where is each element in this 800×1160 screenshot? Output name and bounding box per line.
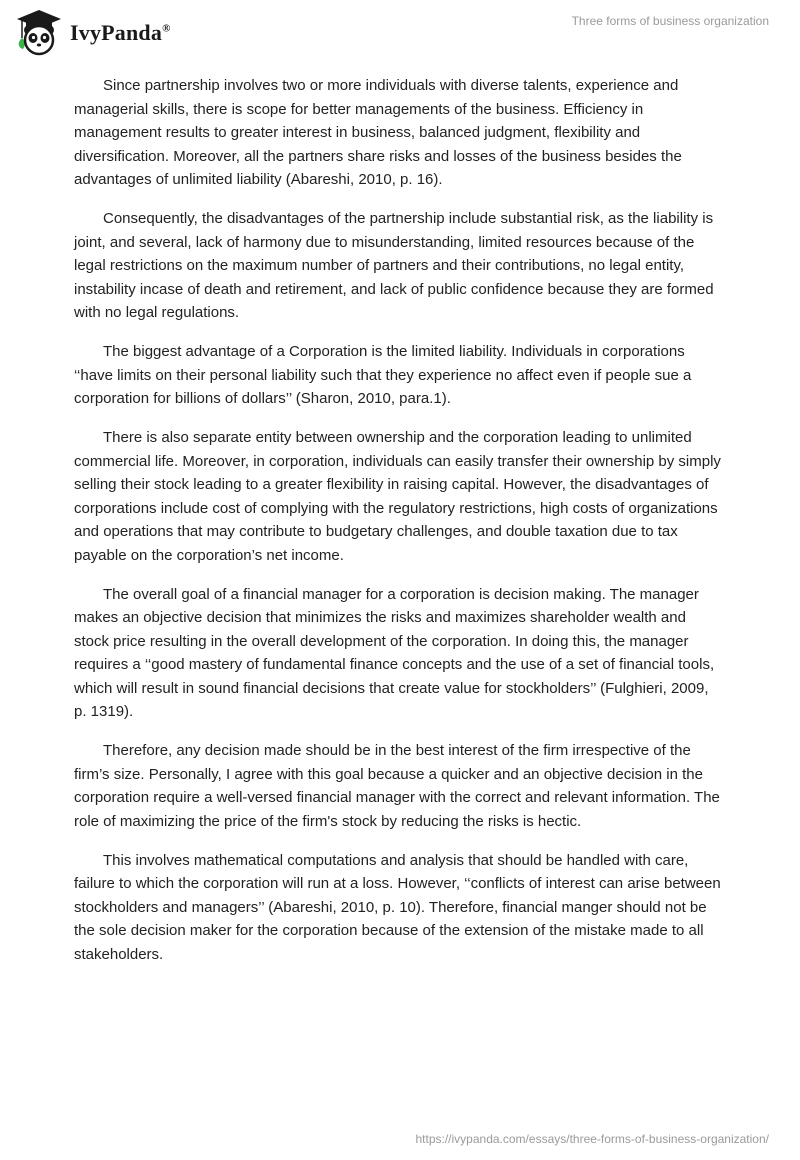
document-title: Three forms of business organization	[571, 14, 769, 28]
paragraph: This involves mathematical computations and analysis that should be handled with care, failure to which the corporation will run at a loss. However, ‘‘conflicts of interest can arise between stockholders and managers’’ (Abareshi, 2010, p. 10). Therefore, financial manger should not be the sole decision maker for the corporation because of the extension of the mistake made to all stakeholders.	[74, 851, 721, 963]
paragraph: There is also separate entity between ownership and the corporation leading to unlimited commercial life. Moreover, in corporation, individuals can easily transfer their ownership by simply selling their stock leading to a greater flexibility in raising capital. However, the disadvantages of corporations include cost of complying with the regulatory restrictions, high costs of organizations and operations that may contribute to budgetary challenges, and double taxation due to tax payable on the corporation’s net income.	[74, 429, 721, 564]
source-url[interactable]: https://ivypanda.com/essays/three-forms-of-business-organization/	[415, 1132, 769, 1146]
essay-body	[74, 74, 724, 982]
paragraph: Therefore, any decision made should be in the best interest of the firm irrespective of the firm’s size. Personally, I agree with this goal because a quicker and an objective decision in the corporation require a well-versed financial manager with the correct and relevant information. The role of maximizing the price of the firm's stock by reducing the risks is hectic.	[74, 742, 720, 830]
panda-graduate-icon	[14, 8, 64, 58]
paragraph: Since partnership involves two or more individuals with diverse talents, experience and managerial skills, there is scope for better managements of the business. Efficiency in management results to greater interest in business, balanced judgment, flexibility and diversification. Moreover, all the partners share risks and losses of the business besides the advantages of unlimited liability (Abareshi, 2010, p. 16).	[74, 77, 682, 188]
paragraph: Consequently, the disadvantages of the partnership include substantial risk, as the liability is joint, and several, lack of harmony due to misunderstanding, limited resources because of the legal restrictions on the maximum number of partners and their contributions, no legal entity, instability incase of death and retirement, and lack of public confidence because they are formed with no legal regulations.	[74, 210, 714, 321]
page-header	[0, 0, 800, 70]
paragraph: The biggest advantage of a Corporation is the limited liability. Individuals in corporations ‘‘have limits on their personal liability such that they experience no affect even if people sue a corporation for billions of dollars’’ (Sharon, 2010, para.1).	[74, 343, 692, 407]
ivypanda-logo[interactable]	[14, 8, 171, 58]
brand-name: IvyPanda®	[70, 20, 171, 45]
paragraph: The overall goal of a financial manager for a corporation is decision making. The manager makes an objective decision that minimizes the risks and maximizes shareholder wealth and stock price resulting in the overall development of the corporation. In doing this, the manager requires a ‘‘good mastery of fundamental finance concepts and the use of a set of financial tools, which will result in sound financial decisions that create value for stockholders’’ (Fulghieri, 2009, p. 1319).	[74, 585, 715, 720]
